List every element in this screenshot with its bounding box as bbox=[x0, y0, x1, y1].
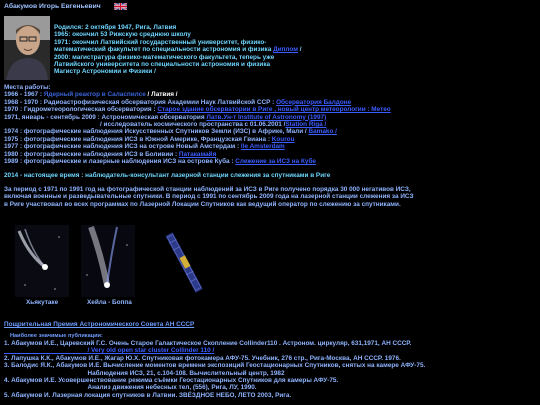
list-item: 1977 : фотографические наблюдения ИСЗ на острове Новый Амстердам : Ile Amsterdam bbox=[4, 143, 285, 151]
bio-line: Родился: 2 октября 1947, Рига, Латвия bbox=[54, 24, 177, 31]
list-item: 5. Абакумов И. Лазерная локация спутников в Латвии. ЗВЁЗДНОЕ НЕБО, ЛЕТО 2003, Рига. bbox=[4, 391, 292, 399]
list-item: 1974 : фотографические наблюдения Искусственных Спутников Земли (ИЗС) в Африке, Мали / Bamako / bbox=[4, 128, 337, 136]
place-link[interactable]: Bamako / bbox=[308, 128, 337, 136]
list-item: 1. Абакумов И.Е., Царевский Г.С. Очень Старое Галактическое Скопление Collinder110 . Астроном. циркуляр, 631,1971, АН СССР. bbox=[4, 340, 412, 347]
place-link[interactable]: Обсерватория Балдоне bbox=[276, 98, 352, 106]
place-link[interactable]: Ile Amsterdam bbox=[240, 143, 285, 151]
work-places bbox=[4, 84, 391, 165]
bio-line: 1965: окончил 53 Рижскую среднюю школу bbox=[54, 31, 191, 39]
portrait-photo bbox=[4, 16, 50, 80]
list-item: 1970 : Гидрометеорологическая обсерватория : Старое здание обсерватории в Риге , новый центр метеорологии : Метео bbox=[4, 106, 391, 114]
prize-link[interactable]: Пощрительная Премия Астрономического Совета АН СССР bbox=[4, 321, 195, 328]
list-item: 4. Абакумов И.Е. Усовершенствование режима съёмки Геостационарных Спутников для камеры АФУ-75. bbox=[4, 377, 339, 385]
place-link[interactable]: Слежение за ИСЗ на Кубе bbox=[235, 158, 316, 166]
bio-line: математический факультет по специальности астрономия и физика bbox=[54, 46, 272, 54]
bio-line: 1971: окончил Латвийский государственный университет, физико- bbox=[54, 38, 267, 46]
place-link[interactable]: Station Riga / bbox=[285, 121, 327, 129]
place-link[interactable]: Ядерный реактор в Саласпилсе bbox=[43, 91, 146, 99]
publications-heading: Наиболее значимые публикации: bbox=[10, 333, 103, 339]
list-item: 2. Лапушка К.К., Абакумов И.Е., Жагар Ю.Х. Спутниковая фотокамера АФУ-75. Учебник, 276 стр., Рига-Москва, АН СССР. 1976. bbox=[4, 354, 401, 362]
place-link[interactable]: Латв.Ун-т Institute of Astronomy (1997) bbox=[206, 113, 327, 121]
list-item: 1980 : фотографические наблюдения ИСЗ в Боливии : Патакамайя bbox=[4, 150, 217, 158]
place-link[interactable]: Патакамайя bbox=[178, 150, 217, 158]
list-item: 1968 - 1970 : Радиоастрофизическая обсерватория Академии Наук Латвийской ССР : Обсерватория Балдоне bbox=[4, 98, 352, 106]
uk-flag-icon[interactable] bbox=[114, 3, 127, 10]
comet2-caption: Хейла - Боппа bbox=[87, 299, 132, 306]
list-item: Наблюдения ИСЗ, 21, с.104-108. Вычислительный центр, 1982 bbox=[4, 369, 285, 377]
satellite-image bbox=[160, 222, 210, 302]
bio-line: Латвийского университета по специальности астрономия и физика bbox=[54, 61, 271, 69]
comet-hyakutake-image[interactable] bbox=[15, 225, 69, 297]
list-item: / исследователь космического пространства с 01.06.2001 /Station Riga / bbox=[100, 121, 327, 129]
bio-line[interactable]: Магистр Астрономии и Физики / bbox=[54, 68, 156, 76]
section-title: Места работы: bbox=[4, 84, 51, 91]
publications-list bbox=[4, 340, 425, 399]
place-link[interactable]: Старое здание обсерватории в Риге , новый центр метеорологии : Метео bbox=[157, 106, 391, 114]
bio-line: 2000: магистратура физико-математического факультета, теперь уже bbox=[54, 53, 275, 61]
list-item: 1975 : фотографические наблюдения ИСЗ в Южной Америке, Французская Гвиана : Kourou bbox=[4, 135, 295, 143]
comet1-caption: Хьякутаке bbox=[26, 299, 59, 306]
page-title: Абакумов Игорь Евгеньевич bbox=[4, 3, 101, 10]
biography: Родился: 2 октября 1947, Рига, Латвия 1965: окончил 53 Рижскую среднюю школу 1971: окончил Латвийский государственный университет, физико- математический факультет по специальности астрономия и физика Диплом / 2000: магистратура физико-математического факультета, теперь уже Латвийского университета по специальности астрономия и физика Магистр Астрономии и Физики / bbox=[54, 24, 302, 76]
list-item: 1966 - 1967 : Ядерный реактор в Саласпилсе / Латвия / bbox=[4, 91, 178, 99]
list-item: 1989 : фотографические и лазерные наблюдения ИСЗ на острове Куба : Слежение за ИСЗ на Кубе bbox=[4, 158, 316, 166]
list-item: 1971, январь - сентябрь 2009 : Астрономическая обсерватория Латв.Ун-т Institute of Astronomy (1997) bbox=[4, 113, 327, 121]
place-link[interactable]: Kourou bbox=[271, 135, 295, 143]
observation-summary: За период с 1971 по 1991 год на фотографической станции наблюдений за ИСЗ в Риге получено порядка 30 000 негативов ИСЗ, включая военные и разведывательные спутники. В период с 1991 по сентябрь 2009 года на лазерной станции слежения за ИСЗ в Риге участвовал во всех программах по Лазерной Локации Спутников как ведущий оператор по слежению за спутниками. bbox=[4, 186, 414, 208]
list-item: Анализ движения небесных тел, (556), Рига, ЛУ, 1990. bbox=[4, 384, 257, 392]
list-item[interactable]: / Very old open star cluster Collinder 110 / bbox=[4, 347, 215, 355]
diploma-link[interactable]: Диплом bbox=[273, 46, 298, 54]
current-position: 2014 - настоящее время : наблюдатель-консультант лазерной станции слежения за спутниками в Риге bbox=[4, 172, 331, 179]
comet-hale-bopp-image[interactable] bbox=[81, 225, 135, 297]
list-item: 3. Балодис Я.К., Абакумов И.Е. Вычисление моментов времени экспозиций Геостационарных Спутников, снятых на камере АФУ-75. bbox=[4, 362, 426, 370]
